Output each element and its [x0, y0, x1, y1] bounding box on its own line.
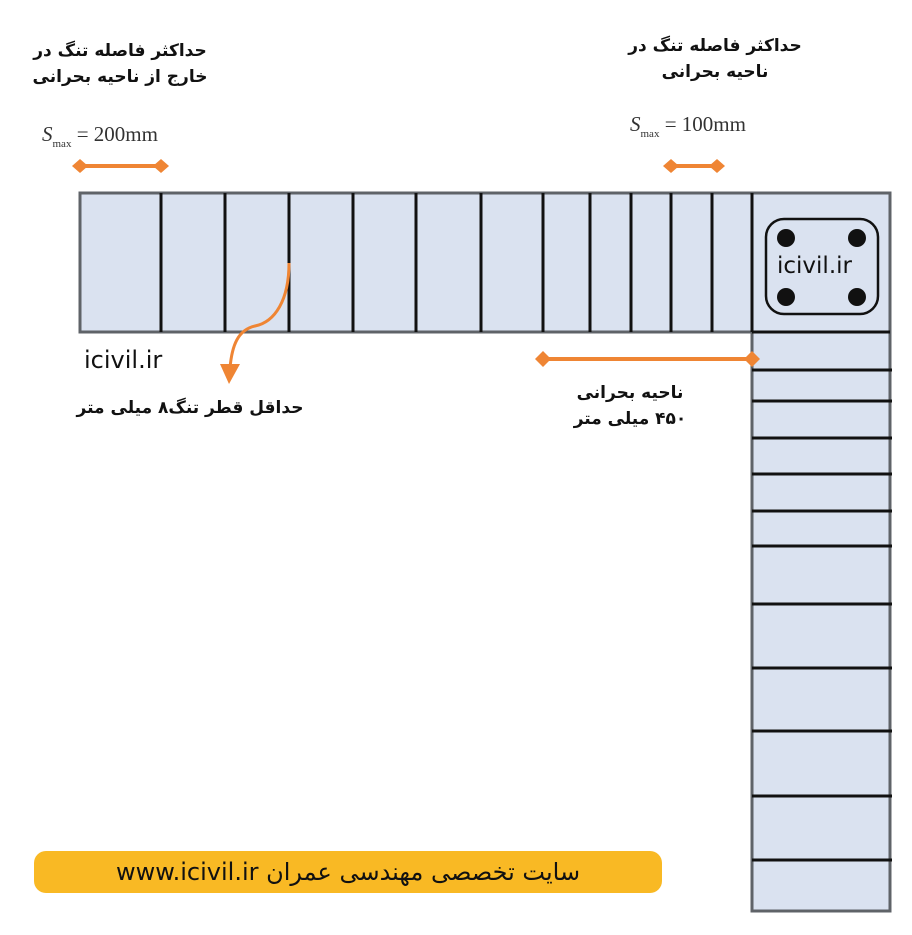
inside-critical-line1: حداکثر فاصله تنگ در — [628, 36, 802, 56]
rebar-dot — [777, 229, 795, 247]
watermark-beam: icivil.ir — [84, 346, 163, 374]
site-banner[interactable]: سایت تخصصی مهندسی عمران www.icivil.ir — [34, 851, 662, 893]
smax-subscript: max — [52, 138, 72, 150]
min-diameter-label: حداقل قطر تنگ۸ میلی متر — [76, 398, 304, 418]
dimension-critical-zone — [535, 351, 760, 367]
smax-value: = 100mm — [664, 112, 746, 136]
smax-subscript: max — [640, 128, 660, 140]
smax-symbol: S — [630, 112, 641, 136]
rebar-dot — [777, 288, 795, 306]
smax-symbol: S — [42, 122, 53, 146]
critical-zone-line1: ناحیه بحرانی — [576, 383, 684, 403]
outside-critical-line2: خارج از ناحیه بحرانی — [32, 67, 208, 87]
critical-zone-line2: ۴۵۰ میلی متر — [573, 409, 687, 429]
dimension-200mm — [72, 159, 169, 173]
rebar-dot — [848, 288, 866, 306]
dimension-100mm — [663, 159, 725, 173]
outside-smax-formula — [42, 122, 158, 150]
column-body — [752, 193, 890, 911]
inside-critical-line2: ناحیه بحرانی — [661, 62, 769, 82]
watermark-column: icivil.ir — [777, 253, 852, 279]
inside-critical-title — [570, 33, 860, 85]
rebar-dot — [848, 229, 866, 247]
inside-smax-formula — [630, 112, 746, 140]
outside-critical-title — [0, 38, 240, 90]
critical-zone-label — [530, 380, 730, 432]
outside-critical-line1: حداکثر فاصله تنگ در — [33, 41, 207, 61]
smax-value: = 200mm — [76, 122, 158, 146]
